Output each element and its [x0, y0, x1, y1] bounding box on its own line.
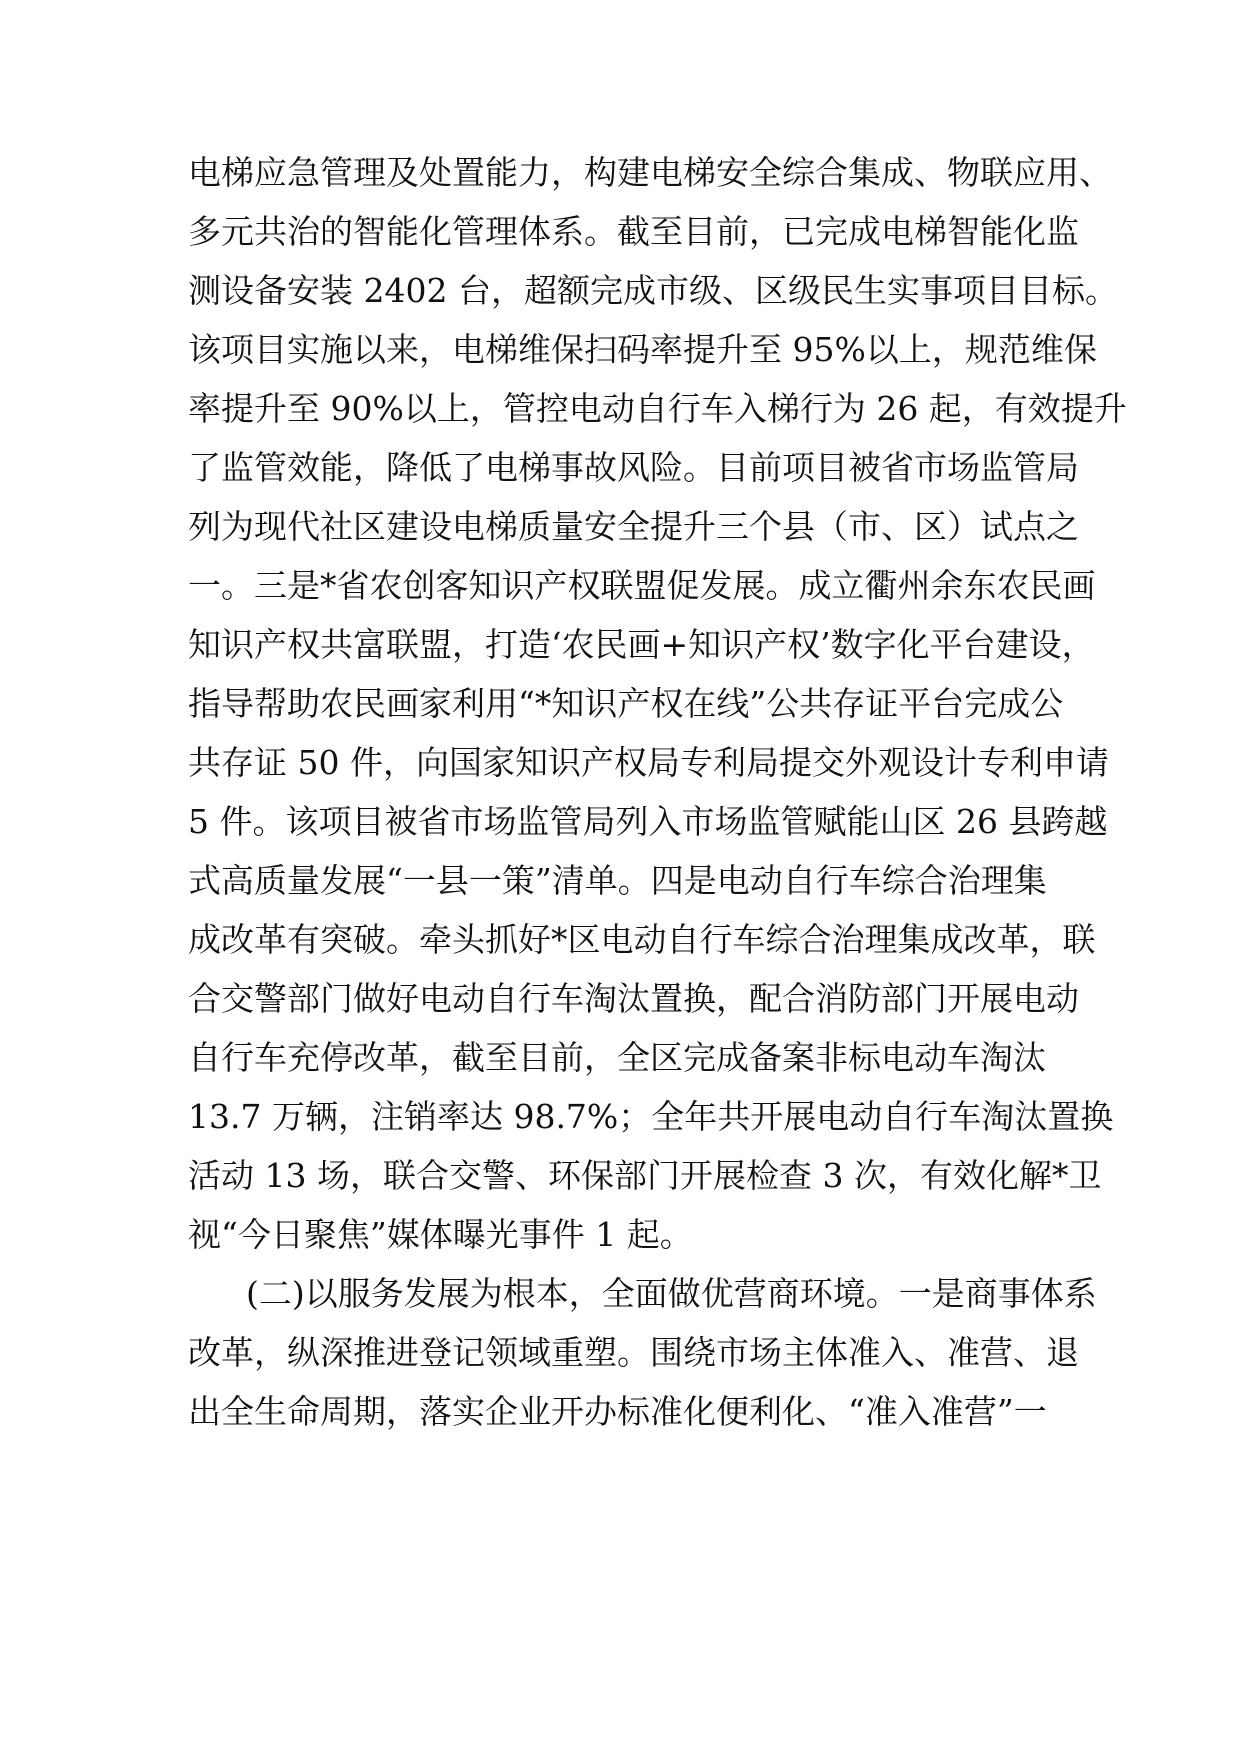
text-line: 式高质量发展“一县一策”清单。四是电动自行车综合治理集 [188, 861, 1047, 900]
text-line: 多元共治的智能化管理体系。截至目前，已完成电梯智能化监 [188, 212, 1079, 251]
text-line: 指导帮助农民画家利用“*知识产权在线”公共存证平台完成公 [188, 684, 1064, 723]
text-line: 了监管效能，降低了电梯事故风险。目前项目被省市场监管局 [188, 448, 1079, 487]
paragraph-first-line: (二)以服务发展为根本，全面做优营商环境。一是商事体系 [246, 1274, 1097, 1313]
text-line: 一。三是*省农创客知识产权联盟促发展。成立衢州余东农民画 [188, 566, 1096, 605]
text-line: 知识产权共富联盟，打造‘农民画+知识产权’数字化平台建设， [188, 625, 1095, 664]
text-line: 列为现代社区建设电梯质量安全提升三个县（市、区）试点之 [188, 507, 1079, 546]
text-line: 视“今日聚焦”媒体曝光事件 1 起。 [188, 1215, 693, 1254]
text-line: 活动 13 场，联合交警、环保部门开展检查 3 次，有效化解*卫 [188, 1156, 1102, 1195]
text-line: 该项目实施以来，电梯维保扫码率提升至 95%以上，规范维保 [188, 330, 1097, 369]
text-line: 5 件。该项目被省市场监管局列入市场监管赋能山区 26 县跨越 [188, 802, 1108, 841]
text-line: 改革，纵深推进登记领域重塑。围绕市场主体准入、准营、退 [188, 1333, 1079, 1372]
text-line: 出全生命周期，落实企业开办标准化便利化、“准入准营”一 [188, 1392, 1047, 1431]
text-line: 测设备安装 2402 台，超额完成市级、区级民生实事项目目标。 [188, 271, 1118, 310]
text-line: 共存证 50 件，向国家知识产权局专利局提交外观设计专利申请 [188, 743, 1109, 782]
text-line: 成改革有突破。牵头抓好*区电动自行车综合治理集成改革，联 [188, 920, 1096, 959]
text-line: 13.7 万辆，注销率达 98.7%；全年共开展电动自行车淘汰置换 [188, 1097, 1114, 1136]
text-line: 电梯应急管理及处置能力，构建电梯安全综合集成、物联应用、 [188, 153, 1112, 192]
text-line: 自行车充停改革，截至目前，全区完成备案非标电动车淘汰 [188, 1038, 1046, 1077]
text-line: 合交警部门做好电动自行车淘汰置换，配合消防部门开展电动 [188, 979, 1079, 1018]
text-line: 率提升至 90%以上，管控电动自行车入梯行为 26 起，有效提升 [188, 389, 1127, 428]
